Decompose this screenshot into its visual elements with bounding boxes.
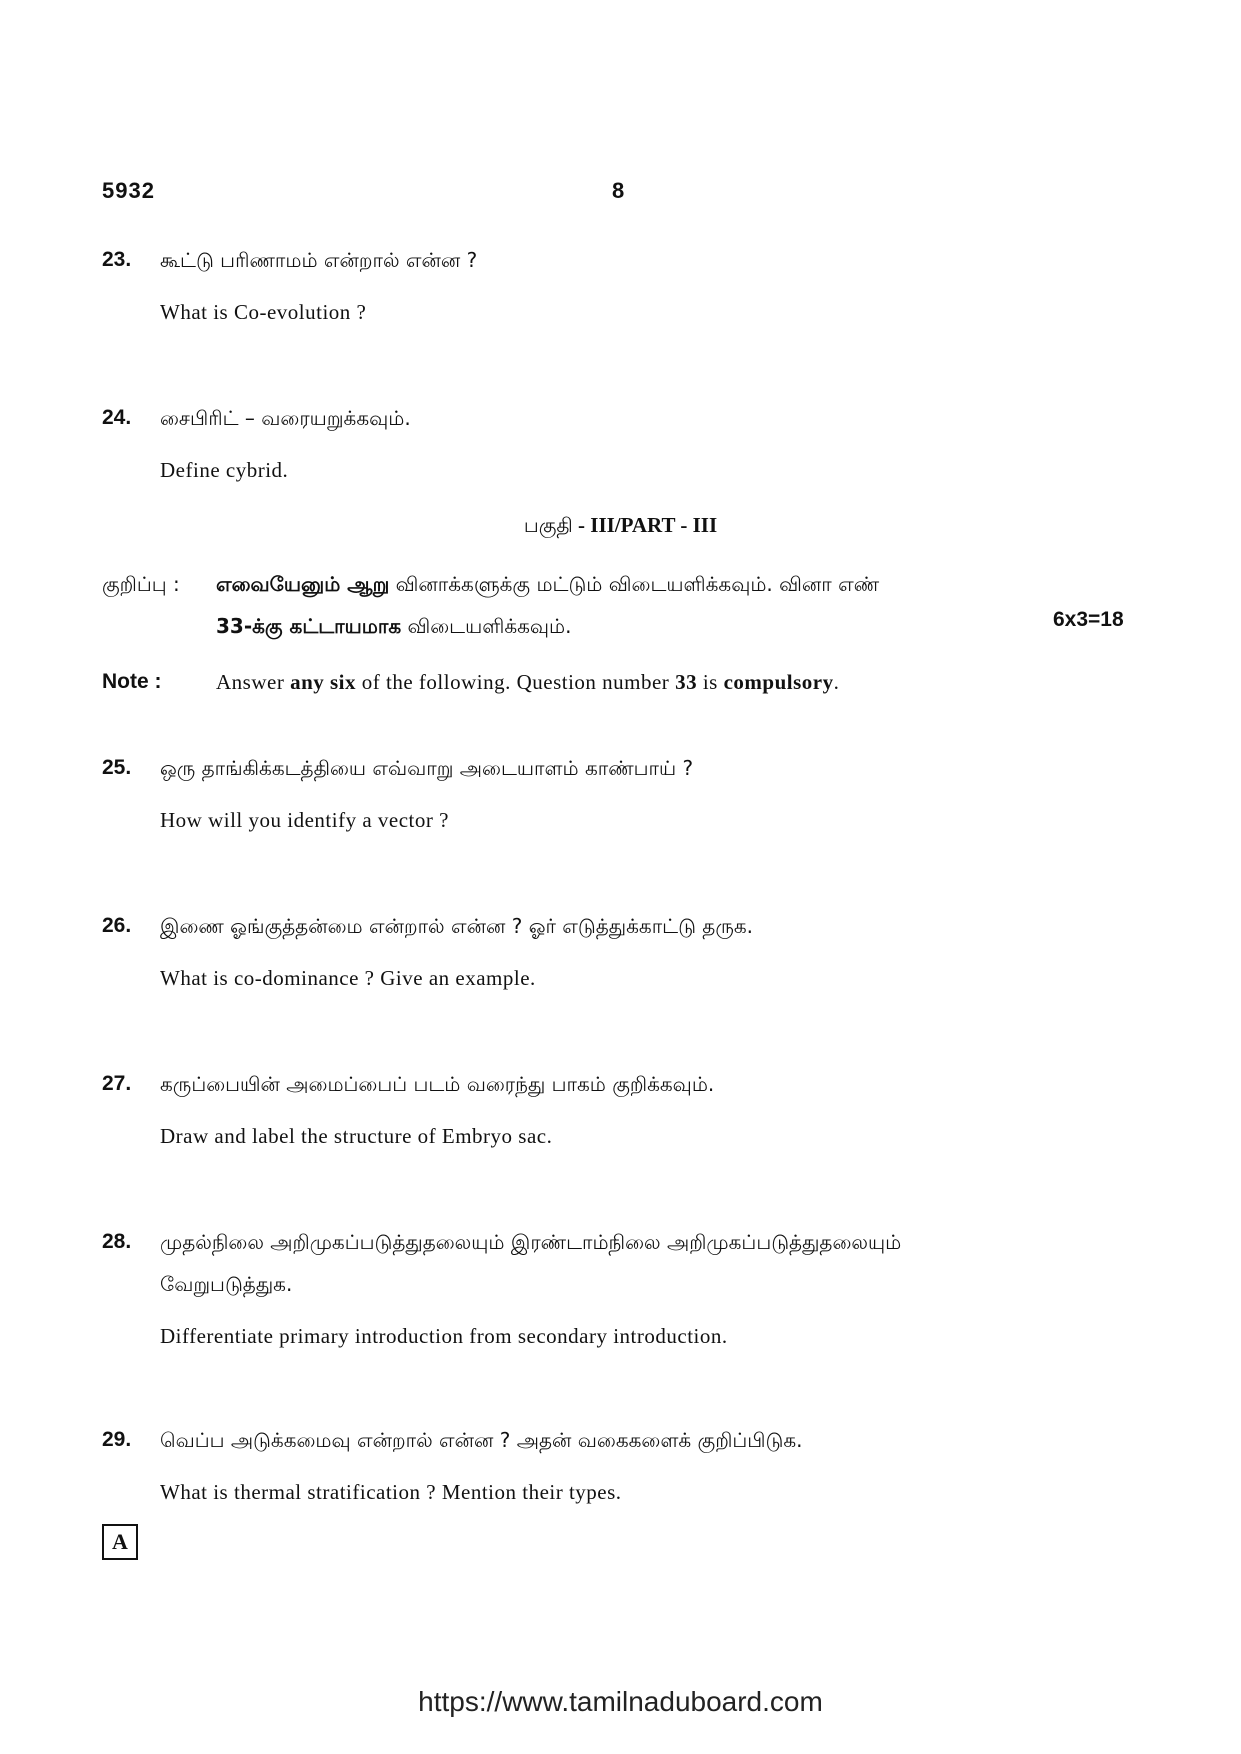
question-27-tamil: கருப்பையின் அமைப்பைப் படம் வரைந்து பாகம் குறிக்கவும்.: [160, 1072, 715, 1096]
question-25-tamil: ஒரு தாங்கிக்கடத்தியை எவ்வாறு அடையாளம் காண்பாய் ?: [160, 756, 694, 780]
tamil-note-label: குறிப்பு :: [102, 572, 180, 596]
question-number-29: 29.: [102, 1428, 132, 1451]
question-28-tamil-line-2: வேறுபடுத்துக.: [160, 1272, 293, 1296]
note-bold-any-six: any six: [290, 670, 357, 694]
version-box: A: [102, 1524, 138, 1560]
question-24-tamil: சைபிரிட் – வரையறுக்கவும்.: [160, 406, 411, 430]
question-28-english: Differentiate primary introduction from secondary introduction.: [160, 1324, 728, 1348]
tamil-note-text-1: வினாக்களுக்கு மட்டும் விடையளிக்கவும். வினா எண்: [389, 572, 880, 596]
note-text-part: of the following. Question number: [356, 670, 676, 694]
question-28-tamil-line-1: முதல்நிலை அறிமுகப்படுத்துதலையும் இரண்டாம்நிலை அறிமுகப்படுத்துதலையும்: [160, 1230, 902, 1254]
note-text-part: .: [833, 670, 840, 694]
section-heading: [0, 513, 1241, 540]
page-number: 8: [612, 178, 625, 203]
footer-url: https://www.tamilnaduboard.com: [418, 1686, 823, 1717]
question-number-27: 27.: [102, 1072, 132, 1095]
paper-code: 5932: [102, 178, 155, 203]
question-23-english: What is Co-evolution ?: [160, 300, 367, 324]
section-heading-tamil: பகுதி: [523, 513, 573, 537]
question-number-26: 26.: [102, 914, 132, 937]
tamil-note-text-2: விடையளிக்கவும்.: [401, 614, 572, 638]
question-number-23: 23.: [102, 248, 132, 271]
marks-scheme: 6x3=18: [1053, 608, 1124, 631]
question-number-24: 24.: [102, 406, 132, 429]
question-number-28: 28.: [102, 1230, 132, 1253]
question-number-25: 25.: [102, 756, 132, 779]
tamil-note-line-1: [216, 572, 879, 599]
note-bold-compulsory: compulsory: [723, 670, 834, 694]
question-29-english: What is thermal stratification ? Mention their types.: [160, 1480, 622, 1504]
tamil-note-bold-1: எவையேனும் ஆறு: [216, 572, 390, 596]
question-24-english: Define cybrid.: [160, 458, 289, 482]
note-bold-question-number: 33: [675, 670, 698, 694]
english-note-text: [216, 670, 839, 695]
note-text-part: is: [697, 670, 724, 694]
question-29-tamil: வெப்ப அடுக்கமைவு என்றால் என்ன ? அதன் வகைகளைக் குறிப்பிடுக.: [160, 1428, 803, 1452]
section-heading-part: - III/PART - III: [572, 513, 718, 537]
question-25-english: How will you identify a vector ?: [160, 808, 449, 832]
tamil-note-bold-2: 33-க்கு கட்டாயமாக: [216, 614, 402, 638]
question-26-tamil: இணை ஓங்குத்தன்மை என்றால் என்ன ? ஓர் எடுத்துக்காட்டு தருக.: [160, 914, 753, 938]
english-note-label: Note :: [102, 670, 162, 693]
note-text-part: Answer: [216, 670, 291, 694]
question-26-english: What is co-dominance ? Give an example.: [160, 966, 536, 990]
question-23-tamil: கூட்டு பரிணாமம் என்றால் என்ன ?: [160, 248, 478, 272]
question-27-english: Draw and label the structure of Embryo sac.: [160, 1124, 553, 1148]
tamil-note-line-2: [216, 614, 572, 641]
